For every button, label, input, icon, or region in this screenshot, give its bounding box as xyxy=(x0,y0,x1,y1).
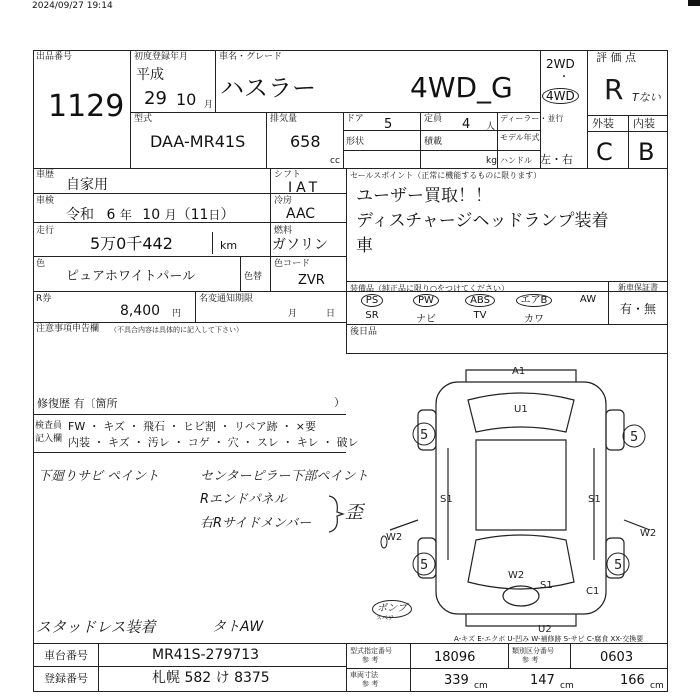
inspection-day-unit: 日 xyxy=(208,208,221,222)
color-code-label: 色コード xyxy=(274,259,311,269)
equipment-code-text: エアB xyxy=(516,294,553,307)
designation-number: 18096 xyxy=(434,650,476,665)
equipment-code-text: ABS xyxy=(465,294,495,307)
model-year-label: モデル年式 xyxy=(500,133,540,142)
rating-label: 評 価 点 xyxy=(596,51,636,64)
displacement-label: 排気量 xyxy=(270,114,298,124)
equipment-code-text: AW xyxy=(579,294,597,305)
svg-text:W2: W2 xyxy=(386,532,403,543)
repair-label: 修復歴 xyxy=(37,397,70,410)
inspector-row2: 内装 ・ キズ ・ 汚レ ・ コゲ ・ 穴 ・ スレ ・ キレ ・ 破レ xyxy=(68,436,359,449)
svg-text:W2: W2 xyxy=(640,528,657,539)
color-label: 色 xyxy=(36,259,46,269)
recycle-unit: 円 xyxy=(172,309,182,319)
shift-label: シフト xyxy=(274,170,302,180)
equipment-code-text: PW xyxy=(413,294,439,307)
model-label: 型式 xyxy=(134,114,153,124)
color-value: ピュアホワイトパール xyxy=(66,269,196,284)
class-number: 0603 xyxy=(600,650,634,665)
size-height: 166 xyxy=(620,673,645,688)
displacement-value: 658 xyxy=(290,132,321,151)
model-value: DAA-MR41S xyxy=(150,132,246,151)
rating-note: Tない xyxy=(632,91,661,104)
svg-text:W2: W2 xyxy=(508,570,525,581)
doors-label: ドア xyxy=(346,114,364,124)
rear-seat-label: 後日品 xyxy=(350,327,378,337)
svg-text:S1: S1 xyxy=(588,494,601,505)
car-grade: 4WD_G xyxy=(410,71,513,104)
equipment-name: カワ xyxy=(524,314,544,325)
note-brace xyxy=(325,494,345,534)
note-center-pillar: センターピラー下部ペイント xyxy=(200,469,369,484)
doors-value: 5 xyxy=(384,117,393,132)
mileage-value: 5万0千442 xyxy=(90,234,173,253)
repair-value: 有 xyxy=(73,397,85,410)
first-reg-era: 平成 xyxy=(136,67,164,83)
exterior-label: 外装 xyxy=(592,117,614,130)
equipment-code xyxy=(404,294,448,307)
fuel-label: 燃料 xyxy=(274,226,293,236)
plate-label: 登録番号 xyxy=(44,672,88,685)
size-label: 車両寸法 xyxy=(350,671,378,679)
equipment-name: ナビ xyxy=(416,314,436,325)
size-width: 147 xyxy=(530,673,555,688)
svg-text:5: 5 xyxy=(420,428,429,443)
color-swap-label: 色替 xyxy=(244,272,263,282)
repair-bracket: 箇所 xyxy=(95,397,118,410)
ac-value: AAC xyxy=(286,206,316,222)
handle-value: 左・右 xyxy=(540,153,573,166)
inspection-date: 令和 6 年 10 月（11日） xyxy=(66,207,235,223)
inspection-day: 11 xyxy=(190,207,209,223)
capacity-value: 4 xyxy=(462,117,471,132)
nav-expiry-label: 名変通知期限 xyxy=(199,294,254,304)
note-alloy: タトAW xyxy=(212,619,264,635)
shape-label: 形状 xyxy=(346,137,365,147)
recycle-label: R券 xyxy=(36,294,52,304)
drive-2wd: 2WD xyxy=(546,57,575,71)
chassis-number: MR41S-279713 xyxy=(152,647,260,663)
equipment-name: SR xyxy=(365,310,379,321)
ac-label: 冷房 xyxy=(274,196,293,206)
repair-close: ） xyxy=(334,396,345,409)
inspector-label1: 検査員 xyxy=(35,421,63,431)
size-width-unit: cm xyxy=(560,681,574,691)
designation-sub: 参 考 xyxy=(362,656,379,664)
notes-sub: （不具合内容は具体的に記入して下さい） xyxy=(110,326,243,334)
tire-front-right xyxy=(606,410,624,450)
svg-text:U1: U1 xyxy=(514,404,528,415)
first-reg-month-unit: 月 xyxy=(204,100,214,110)
svg-text:U2: U2 xyxy=(538,624,552,635)
designation-label: 型式指定番号 xyxy=(350,647,392,655)
first-reg-year: 29 xyxy=(144,88,167,109)
spare-label: スペア xyxy=(376,615,395,622)
damage-legend: A-キズ E-エクボ U-凹み W-補修跡 S-サビ C-腐食 XX-交換要 xyxy=(454,635,644,643)
capacity-label: 定員 xyxy=(424,114,443,124)
rating-value: R xyxy=(604,73,624,106)
lot-number: 1129 xyxy=(48,89,125,124)
inspection-year-unit: 年 xyxy=(119,208,132,222)
repair-history: 修復歴 有〔箇所 xyxy=(37,397,118,410)
nav-expiry-month: 月 xyxy=(288,309,298,319)
first-reg-label: 初度登録年月 xyxy=(134,52,189,62)
sales-point-line3: 車 xyxy=(356,236,373,256)
chassis-label: 車台番号 xyxy=(44,649,88,662)
svg-text:S1: S1 xyxy=(540,580,553,591)
dealer-label: ディーラー・並行 xyxy=(500,114,564,123)
inspection-year: 6 xyxy=(106,207,116,223)
car-damage-diagram xyxy=(378,360,668,640)
notes-label: 注意事項申告欄 xyxy=(36,324,100,334)
interior-grade: B xyxy=(638,138,655,166)
plate-number: 札幌 582 け 8375 xyxy=(152,670,270,686)
svg-text:C1: C1 xyxy=(586,586,600,597)
note-distortion: 歪 xyxy=(345,502,363,523)
sales-point-line2: ディスチャージヘッドランプ装着 xyxy=(356,211,609,231)
class-label: 類別区分番号 xyxy=(512,647,554,655)
equipment-code xyxy=(458,294,502,307)
equipment-code xyxy=(512,294,556,307)
size-height-unit: cm xyxy=(650,681,664,691)
equipment-code xyxy=(350,294,394,307)
size-length-unit: cm xyxy=(474,681,488,691)
capacity-unit: 人 xyxy=(486,122,496,132)
note-studless: スタッドレス装着 xyxy=(36,618,156,636)
svg-text:5: 5 xyxy=(420,558,429,573)
note-rear-side-member: 右Rサイドメンバー xyxy=(200,516,312,531)
mileage-unit: km xyxy=(220,239,238,252)
car-name: ハスラー xyxy=(220,74,316,102)
nav-expiry-day: 日 xyxy=(326,309,336,319)
first-reg-month: 10 xyxy=(176,90,197,109)
size-sub: 参 考 xyxy=(362,680,379,688)
recycle-value: 8,400 xyxy=(120,303,161,319)
exterior-grade: C xyxy=(596,138,613,166)
inspection-era: 令和 xyxy=(66,207,94,223)
note-underbody-rust: 下廻りサビ ペイント xyxy=(38,469,160,484)
color-code: ZVR xyxy=(298,273,325,288)
size-length: 339 xyxy=(444,673,469,688)
spare-pump-stamp: ポンプ xyxy=(372,600,412,618)
note-rear-end-panel: Rエンドパネル xyxy=(200,492,287,507)
car-name-label: 車名・グレード xyxy=(219,52,283,62)
equipment-name: TV xyxy=(473,310,487,321)
sales-points-label: セールスポイント（正常に機能するものに限ります） xyxy=(350,171,542,180)
mileage-label: 走行 xyxy=(36,226,55,236)
drive-dot: ・ xyxy=(559,72,569,83)
sales-point-line1: ユーザー買取！！ xyxy=(356,186,492,206)
load-label: 積載 xyxy=(424,137,443,147)
inspector-row1: FW ・ キズ ・ 飛石 ・ ヒビ割 ・ リペア跡 ・ ×要 xyxy=(68,420,316,433)
shift-value: IAT xyxy=(288,180,322,196)
load-unit: kg xyxy=(486,156,497,166)
class-sub: 参 考 xyxy=(522,656,539,664)
history-value: 自家用 xyxy=(66,177,108,193)
drive-4wd: 4WD xyxy=(542,88,579,104)
inspection-month-unit: 月 xyxy=(164,208,177,222)
equipment-label: 装備品（純正品に限り○をつけてください） xyxy=(350,284,509,293)
svg-text:A1: A1 xyxy=(512,366,526,377)
handle-label: ハンドル xyxy=(500,156,532,165)
warranty-value: 有・無 xyxy=(620,302,657,316)
warranty-label: 新車保証書 xyxy=(618,283,658,292)
svg-text:5: 5 xyxy=(630,430,639,445)
inspection-label: 車検 xyxy=(36,196,55,206)
inspection-month: 10 xyxy=(142,207,161,223)
fuel-value: ガソリン xyxy=(272,237,328,253)
history-label: 車歴 xyxy=(36,170,55,180)
corner-mark xyxy=(688,0,700,6)
inspector-label2: 記入欄 xyxy=(35,434,63,444)
displacement-unit: cc xyxy=(330,156,340,166)
timestamp: 2024/09/27 19:14 xyxy=(32,1,113,11)
equipment-code-text: PS xyxy=(361,294,383,307)
equipment-code xyxy=(566,294,610,305)
lot-label: 出品番号 xyxy=(36,52,73,62)
interior-label: 内装 xyxy=(633,117,655,130)
roof xyxy=(476,440,566,530)
svg-text:5: 5 xyxy=(614,558,623,573)
svg-text:S1: S1 xyxy=(440,494,453,505)
